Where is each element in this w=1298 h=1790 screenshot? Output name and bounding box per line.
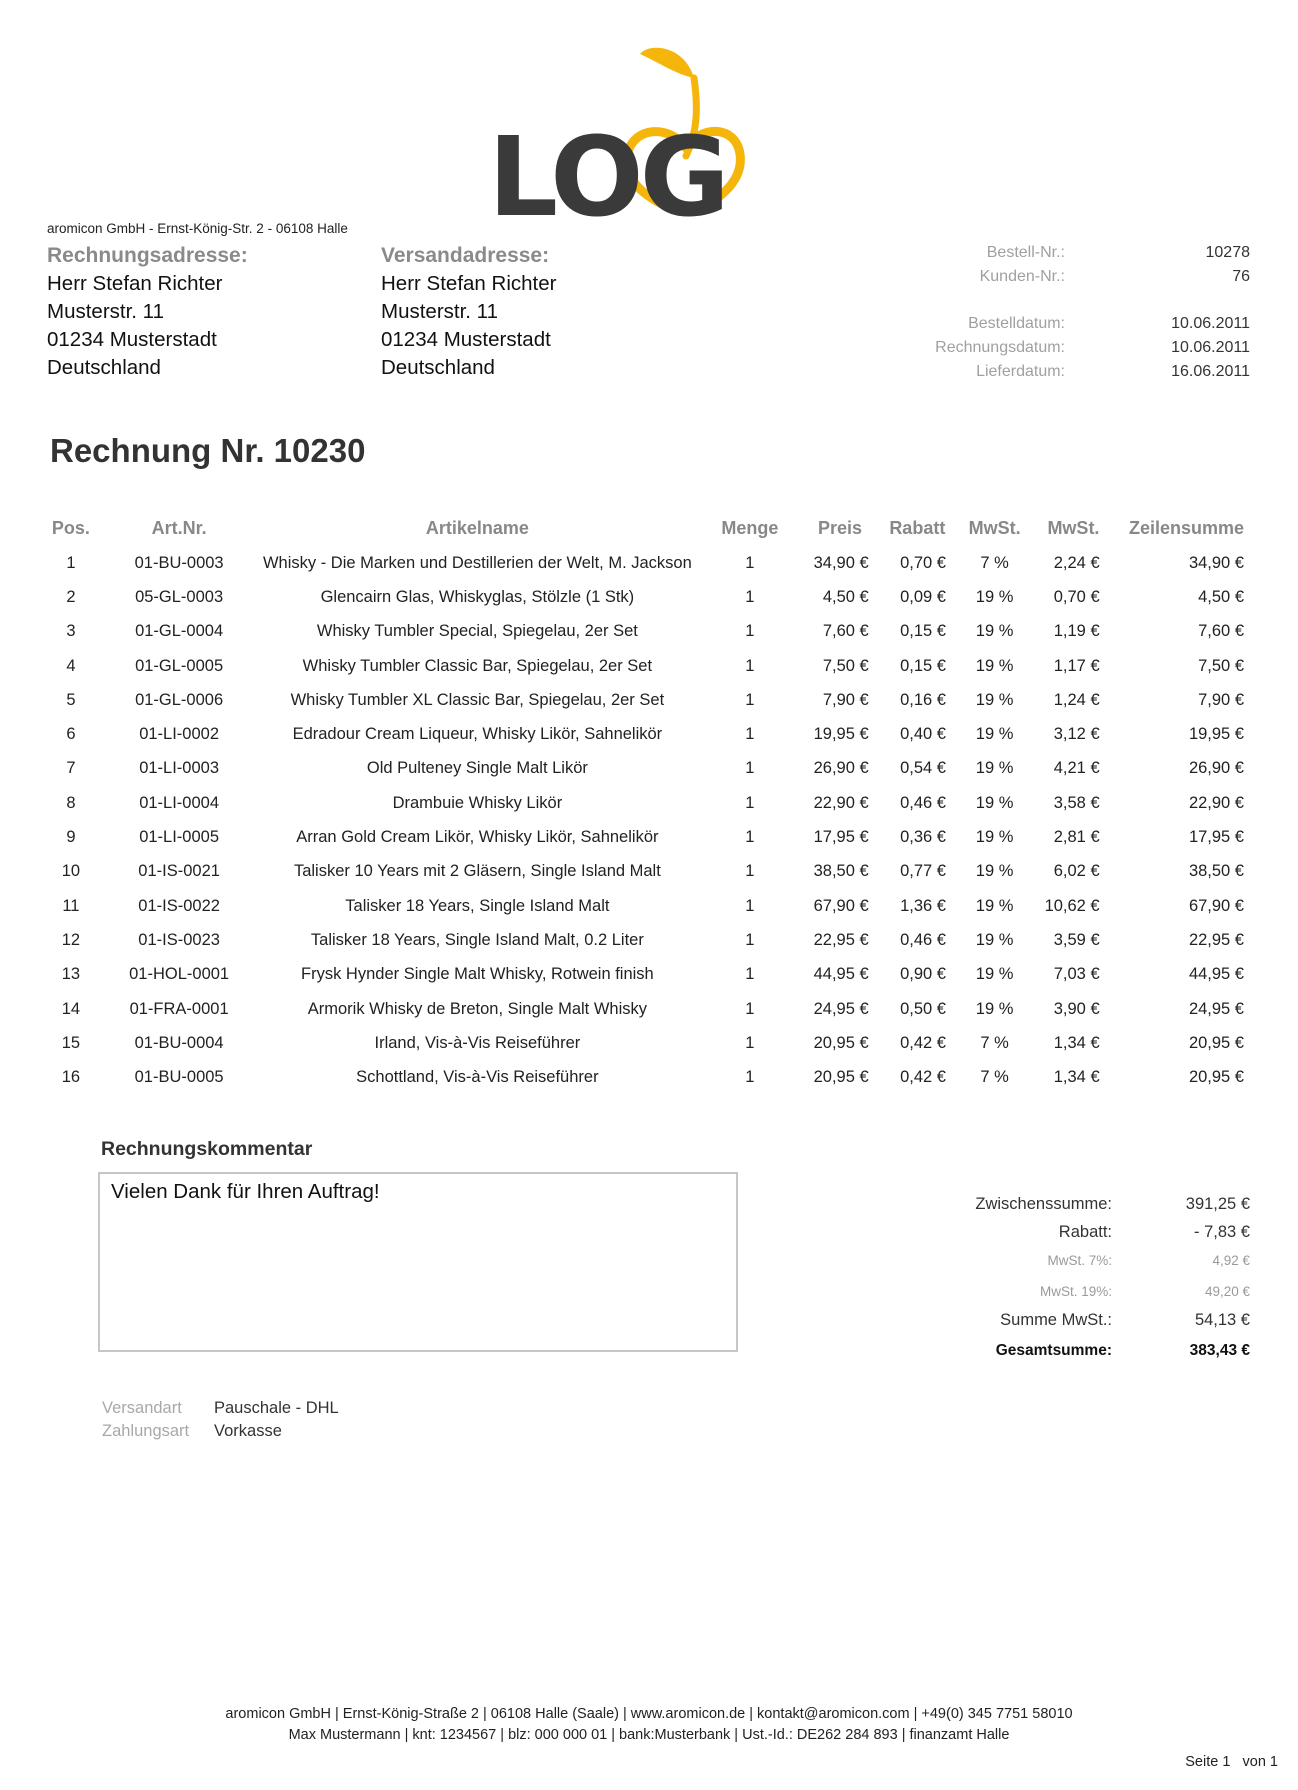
cell-mwst-rate: 19 % bbox=[975, 725, 1014, 744]
cell-artikelname: Glencairn Glas, Whiskyglas, Stölzle (1 Stk) bbox=[320, 587, 635, 606]
cell-mwst-rate: 7 % bbox=[980, 553, 1009, 572]
cell-mwst-amount: 3,90 € bbox=[1053, 999, 1100, 1018]
cell-pos: 1 bbox=[66, 553, 76, 572]
billing-country: Deutschland bbox=[47, 356, 161, 379]
sum-row-summe-mwst bbox=[880, 1311, 1250, 1333]
meta-label: Rechnungsdatum: bbox=[935, 339, 1065, 356]
cell-artnr: 01-GL-0006 bbox=[135, 690, 224, 709]
cell-artikelname: Armorik Whisky de Breton, Single Malt Whisky bbox=[307, 999, 648, 1018]
sum-value: 391,25 € bbox=[1185, 1195, 1250, 1213]
cell-artnr: 01-FRA-0001 bbox=[129, 999, 229, 1018]
cell-rabatt: 0,77 € bbox=[900, 862, 946, 881]
cell-pos: 14 bbox=[61, 999, 81, 1018]
cell-rabatt: 0,42 € bbox=[900, 1068, 946, 1087]
cell-artnr: 01-IS-0023 bbox=[138, 930, 220, 949]
cell-artikelname: Whisky Tumbler Special, Spiegelau, 2er Set bbox=[316, 622, 638, 641]
cell-menge: 1 bbox=[745, 930, 755, 949]
cell-preis: 7,90 € bbox=[822, 690, 869, 709]
cell-rabatt: 0,09 € bbox=[900, 587, 946, 606]
footer-line-2: Max Mustermann | knt: 1234567 | blz: 000 000 01 | bank:Musterbank | Ust.-Id.: DE262 284 893 | finanzamt Halle bbox=[288, 1727, 1010, 1743]
col-header-artikelname: Artikelname bbox=[425, 517, 529, 538]
meta-label: Bestell-Nr.: bbox=[986, 244, 1065, 261]
cell-artnr: 01-IS-0021 bbox=[138, 862, 220, 881]
page-number bbox=[1185, 1754, 1278, 1770]
cell-menge: 1 bbox=[745, 587, 755, 606]
cell-rabatt: 0,50 € bbox=[900, 999, 946, 1018]
cell-menge: 1 bbox=[745, 793, 755, 812]
sum-value: 54,13 € bbox=[1194, 1311, 1250, 1329]
cell-artikelname: Whisky Tumbler XL Classic Bar, Spiegelau, 2er Set bbox=[290, 690, 665, 709]
cell-mwst-amount: 1,34 € bbox=[1053, 1033, 1100, 1052]
sum-value: 49,20 € bbox=[1204, 1284, 1250, 1299]
cell-rabatt: 0,90 € bbox=[900, 965, 946, 984]
cell-preis: 4,50 € bbox=[822, 587, 869, 606]
sum-label: MwSt. 7%: bbox=[1047, 1253, 1112, 1268]
logo-text: LOG bbox=[488, 113, 726, 241]
cell-menge: 1 bbox=[745, 965, 755, 984]
cell-preis: 22,90 € bbox=[813, 793, 869, 812]
shipping-heading: Versandadresse: bbox=[381, 244, 550, 267]
col-header-preis: Preis bbox=[818, 517, 863, 538]
cell-artikelname: Drambuie Whisky Likör bbox=[392, 793, 563, 812]
cell-mwst-amount: 3,59 € bbox=[1053, 930, 1100, 949]
cell-preis: 38,50 € bbox=[813, 862, 869, 881]
table-row bbox=[40, 615, 1258, 649]
cell-pos: 5 bbox=[66, 690, 76, 709]
footer bbox=[0, 1704, 1298, 1746]
cell-rabatt: 0,40 € bbox=[900, 725, 946, 744]
payment-method-label: Zahlungsart bbox=[102, 1422, 190, 1440]
table-row bbox=[40, 1060, 1258, 1094]
meta-label: Kunden-Nr.: bbox=[979, 268, 1065, 285]
cell-preis: 7,50 € bbox=[822, 656, 869, 675]
cell-mwst-rate: 19 % bbox=[975, 896, 1014, 915]
billing-heading: Rechnungsadresse: bbox=[47, 244, 248, 267]
cell-artnr: 01-HOL-0001 bbox=[129, 965, 230, 984]
cell-rabatt: 0,15 € bbox=[900, 656, 946, 675]
cell-menge: 1 bbox=[745, 656, 755, 675]
cell-mwst-rate: 19 % bbox=[975, 690, 1014, 709]
cell-pos: 9 bbox=[66, 828, 76, 847]
col-header-mwst-rate: MwSt. bbox=[968, 517, 1021, 538]
cell-rabatt: 0,42 € bbox=[900, 1033, 946, 1052]
table-row bbox=[40, 580, 1258, 614]
cell-rabatt: 0,46 € bbox=[900, 930, 946, 949]
table-row bbox=[40, 649, 1258, 683]
page-label: Seite 1 bbox=[1185, 1754, 1231, 1770]
cell-zeilensumme: 7,60 € bbox=[1198, 622, 1244, 641]
cell-pos: 7 bbox=[66, 759, 76, 778]
billing-city: 01234 Musterstadt bbox=[47, 328, 217, 351]
cell-mwst-amount: 1,17 € bbox=[1053, 656, 1100, 675]
table-row bbox=[40, 717, 1258, 751]
cell-menge: 1 bbox=[745, 862, 755, 881]
cell-mwst-rate: 7 % bbox=[980, 1068, 1009, 1087]
col-header-rabatt: Rabatt bbox=[889, 517, 946, 538]
cell-mwst-rate: 19 % bbox=[975, 656, 1014, 675]
cell-zeilensumme: 20,95 € bbox=[1188, 1068, 1244, 1087]
table-header-row bbox=[40, 510, 1258, 546]
comment-box bbox=[98, 1172, 738, 1352]
cell-mwst-amount: 3,12 € bbox=[1053, 725, 1100, 744]
meta-value: 10278 bbox=[1205, 244, 1250, 261]
cell-mwst-rate: 19 % bbox=[975, 965, 1014, 984]
cell-preis: 67,90 € bbox=[813, 896, 869, 915]
col-header-menge: Menge bbox=[721, 517, 779, 538]
cell-artikelname: Whisky Tumbler Classic Bar, Spiegelau, 2er Set bbox=[302, 656, 653, 675]
cell-mwst-rate: 19 % bbox=[975, 793, 1014, 812]
cell-artikelname: Irland, Vis-à-Vis Reiseführer bbox=[374, 1033, 581, 1052]
cell-zeilensumme: 7,90 € bbox=[1198, 690, 1244, 709]
sum-label: MwSt. 19%: bbox=[1039, 1284, 1112, 1299]
sum-label: Rabatt: bbox=[1058, 1223, 1112, 1241]
cell-menge: 1 bbox=[745, 690, 755, 709]
shipping-name: Herr Stefan Richter bbox=[381, 272, 557, 295]
payment-method-row bbox=[102, 1422, 282, 1441]
cell-menge: 1 bbox=[745, 553, 755, 572]
cell-mwst-rate: 19 % bbox=[975, 759, 1014, 778]
cell-rabatt: 0,46 € bbox=[900, 793, 946, 812]
cell-pos: 16 bbox=[61, 1068, 81, 1087]
cell-mwst-rate: 19 % bbox=[975, 999, 1014, 1018]
cell-mwst-rate: 19 % bbox=[975, 587, 1014, 606]
cell-zeilensumme: 7,50 € bbox=[1198, 656, 1244, 675]
cell-artikelname: Old Pulteney Single Malt Likör bbox=[366, 759, 588, 778]
table-row bbox=[40, 855, 1258, 889]
cell-artikelname: Talisker 18 Years, Single Island Malt, 0.2 Liter bbox=[310, 930, 644, 949]
payment-method-value: Vorkasse bbox=[214, 1422, 282, 1440]
cell-pos: 13 bbox=[61, 965, 81, 984]
shipping-city: 01234 Musterstadt bbox=[381, 328, 551, 351]
comment-text: Vielen Dank für Ihren Auftrag! bbox=[111, 1180, 380, 1203]
cell-zeilensumme: 17,95 € bbox=[1188, 828, 1244, 847]
cell-mwst-amount: 6,02 € bbox=[1053, 862, 1100, 881]
table-row bbox=[40, 820, 1258, 854]
cell-artnr: 01-IS-0022 bbox=[138, 896, 220, 915]
cell-menge: 1 bbox=[745, 999, 755, 1018]
table-row bbox=[40, 958, 1258, 992]
cell-rabatt: 0,54 € bbox=[900, 759, 946, 778]
cell-artnr: 01-BU-0005 bbox=[134, 1068, 224, 1087]
meta-label: Lieferdatum: bbox=[976, 363, 1065, 380]
cell-mwst-amount: 2,24 € bbox=[1053, 553, 1100, 572]
cell-zeilensumme: 22,95 € bbox=[1188, 930, 1244, 949]
billing-address bbox=[47, 244, 248, 382]
col-header-zeilensumme: Zeilensumme bbox=[1128, 517, 1244, 538]
cell-menge: 1 bbox=[745, 1033, 755, 1052]
cell-artikelname: Arran Gold Cream Likör, Whisky Likör, Sahnelikör bbox=[296, 828, 659, 847]
cell-rabatt: 0,16 € bbox=[900, 690, 946, 709]
meta-value: 16.06.2011 bbox=[1171, 363, 1250, 380]
cell-preis: 22,95 € bbox=[813, 930, 869, 949]
cell-mwst-rate: 19 % bbox=[975, 622, 1014, 641]
cell-artnr: 01-LI-0004 bbox=[139, 793, 220, 812]
cell-mwst-amount: 3,58 € bbox=[1053, 793, 1100, 812]
shipping-street: Musterstr. 11 bbox=[381, 300, 498, 323]
cell-mwst-amount: 2,81 € bbox=[1053, 828, 1100, 847]
cell-artikelname: Frysk Hynder Single Malt Whisky, Rotwein finish bbox=[301, 965, 654, 984]
cell-pos: 10 bbox=[61, 862, 81, 881]
col-header-artnr: Art.Nr. bbox=[151, 517, 207, 538]
cell-artikelname: Whisky - Die Marken und Destillerien der Welt, M. Jackson bbox=[262, 553, 692, 572]
cell-mwst-amount: 1,24 € bbox=[1053, 690, 1100, 709]
cell-zeilensumme: 24,95 € bbox=[1188, 999, 1244, 1018]
cell-mwst-amount: 7,03 € bbox=[1053, 965, 1100, 984]
sum-row-zwischensumme bbox=[880, 1195, 1250, 1217]
cell-artnr: 01-BU-0003 bbox=[134, 553, 224, 572]
table-row bbox=[40, 889, 1258, 923]
billing-street: Musterstr. 11 bbox=[47, 300, 164, 323]
cell-artnr: 01-LI-0002 bbox=[139, 725, 220, 744]
cell-preis: 34,90 € bbox=[813, 553, 869, 572]
cell-artikelname: Talisker 18 Years, Single Island Malt bbox=[345, 896, 610, 915]
cell-preis: 44,95 € bbox=[813, 965, 869, 984]
table-row bbox=[40, 786, 1258, 820]
shipping-country: Deutschland bbox=[381, 356, 495, 379]
cell-rabatt: 1,36 € bbox=[900, 896, 946, 915]
cell-menge: 1 bbox=[745, 622, 755, 641]
sum-row-mwst7 bbox=[880, 1253, 1250, 1275]
meta-value: 10.06.2011 bbox=[1171, 339, 1250, 356]
invoice-title: Rechnung Nr. 10230 bbox=[50, 432, 366, 469]
sum-value: - 7,83 € bbox=[1194, 1223, 1250, 1241]
col-header-pos: Pos. bbox=[51, 517, 90, 538]
sum-row-rabatt bbox=[880, 1223, 1250, 1245]
cell-preis: 19,95 € bbox=[813, 725, 869, 744]
table-row bbox=[40, 683, 1258, 717]
cell-menge: 1 bbox=[745, 1068, 755, 1087]
cell-preis: 17,95 € bbox=[813, 828, 869, 847]
cell-pos: 3 bbox=[66, 622, 76, 641]
col-header-mwst-amount: MwSt. bbox=[1047, 517, 1100, 538]
sum-value: 4,92 € bbox=[1212, 1253, 1250, 1268]
cell-menge: 1 bbox=[745, 725, 755, 744]
cell-mwst-amount: 0,70 € bbox=[1053, 587, 1100, 606]
cell-zeilensumme: 44,95 € bbox=[1188, 965, 1244, 984]
cell-artikelname: Talisker 10 Years mit 2 Gläsern, Single Island Malt bbox=[293, 862, 661, 881]
company-logo bbox=[480, 36, 820, 241]
sum-label: Gesamtsumme: bbox=[995, 1342, 1112, 1359]
cell-menge: 1 bbox=[745, 896, 755, 915]
cell-pos: 6 bbox=[66, 725, 76, 744]
cell-mwst-amount: 10,62 € bbox=[1044, 896, 1100, 915]
cell-mwst-rate: 7 % bbox=[980, 1033, 1009, 1052]
cell-preis: 26,90 € bbox=[813, 759, 869, 778]
cell-pos: 4 bbox=[66, 656, 76, 675]
cell-zeilensumme: 67,90 € bbox=[1188, 896, 1244, 915]
sum-row-gesamtsumme bbox=[880, 1342, 1250, 1364]
cell-artikelname: Edradour Cream Liqueur, Whisky Likör, Sahnelikör bbox=[292, 725, 663, 744]
cell-artnr: 05-GL-0003 bbox=[135, 587, 224, 606]
cell-zeilensumme: 22,90 € bbox=[1188, 793, 1244, 812]
table-row bbox=[40, 752, 1258, 786]
table-row bbox=[40, 546, 1258, 580]
footer-line-1: aromicon GmbH | Ernst-König-Straße 2 | 06108 Halle (Saale) | www.aromicon.de | kontakt@aromicon.com | +49(0) 345 7751 58010 bbox=[225, 1706, 1073, 1722]
sum-value: 383,43 € bbox=[1189, 1342, 1250, 1359]
cell-mwst-amount: 1,19 € bbox=[1053, 622, 1100, 641]
cell-zeilensumme: 20,95 € bbox=[1188, 1033, 1244, 1052]
table-row bbox=[40, 923, 1258, 957]
cell-mwst-amount: 1,34 € bbox=[1053, 1068, 1100, 1087]
cell-zeilensumme: 26,90 € bbox=[1188, 759, 1244, 778]
table-row bbox=[40, 992, 1258, 1026]
cell-zeilensumme: 34,90 € bbox=[1188, 553, 1244, 572]
meta-value: 76 bbox=[1232, 268, 1250, 285]
cell-zeilensumme: 4,50 € bbox=[1198, 587, 1244, 606]
cell-pos: 11 bbox=[62, 896, 80, 915]
sender-line: aromicon GmbH - Ernst-König-Str. 2 - 06108 Halle bbox=[47, 221, 348, 236]
cell-artnr: 01-LI-0005 bbox=[139, 828, 220, 847]
sum-row-mwst19 bbox=[880, 1284, 1250, 1306]
cell-mwst-amount: 4,21 € bbox=[1053, 759, 1100, 778]
billing-name: Herr Stefan Richter bbox=[47, 272, 223, 295]
shipping-method-row bbox=[102, 1399, 339, 1418]
cell-rabatt: 0,36 € bbox=[900, 828, 946, 847]
cell-rabatt: 0,15 € bbox=[900, 622, 946, 641]
cell-artnr: 01-GL-0005 bbox=[135, 656, 224, 675]
comment-title: Rechnungskommentar bbox=[101, 1138, 313, 1160]
cell-pos: 15 bbox=[61, 1033, 81, 1052]
cell-pos: 2 bbox=[66, 587, 76, 606]
cell-pos: 8 bbox=[66, 793, 76, 812]
shipping-address bbox=[381, 244, 556, 382]
sum-label: Summe MwSt.: bbox=[1000, 1311, 1112, 1329]
cell-zeilensumme: 38,50 € bbox=[1188, 862, 1244, 881]
meta-value: 10.06.2011 bbox=[1171, 315, 1250, 332]
cell-artnr: 01-BU-0004 bbox=[134, 1033, 224, 1052]
cell-mwst-rate: 19 % bbox=[975, 828, 1014, 847]
cell-rabatt: 0,70 € bbox=[900, 553, 946, 572]
invoice-items-table bbox=[40, 510, 1258, 1095]
cell-zeilensumme: 19,95 € bbox=[1188, 725, 1244, 744]
meta-label: Bestelldatum: bbox=[968, 315, 1065, 332]
cell-menge: 1 bbox=[745, 828, 755, 847]
cell-preis: 20,95 € bbox=[813, 1033, 869, 1052]
cell-preis: 7,60 € bbox=[822, 622, 869, 641]
cell-mwst-rate: 19 % bbox=[975, 930, 1014, 949]
cell-pos: 12 bbox=[61, 930, 81, 949]
cell-artikelname: Schottland, Vis-à-Vis Reiseführer bbox=[356, 1068, 599, 1087]
cell-preis: 24,95 € bbox=[813, 999, 869, 1018]
shipping-method-value: Pauschale - DHL bbox=[214, 1399, 339, 1417]
sum-label: Zwischenssumme: bbox=[975, 1195, 1112, 1213]
table-row bbox=[40, 1026, 1258, 1060]
cell-artnr: 01-GL-0004 bbox=[135, 622, 224, 641]
cell-menge: 1 bbox=[745, 759, 755, 778]
cell-preis: 20,95 € bbox=[813, 1068, 869, 1087]
cell-artnr: 01-LI-0003 bbox=[139, 759, 220, 778]
cell-mwst-rate: 19 % bbox=[975, 862, 1014, 881]
shipping-method-label: Versandart bbox=[102, 1399, 182, 1417]
page-of: von 1 bbox=[1242, 1754, 1278, 1770]
